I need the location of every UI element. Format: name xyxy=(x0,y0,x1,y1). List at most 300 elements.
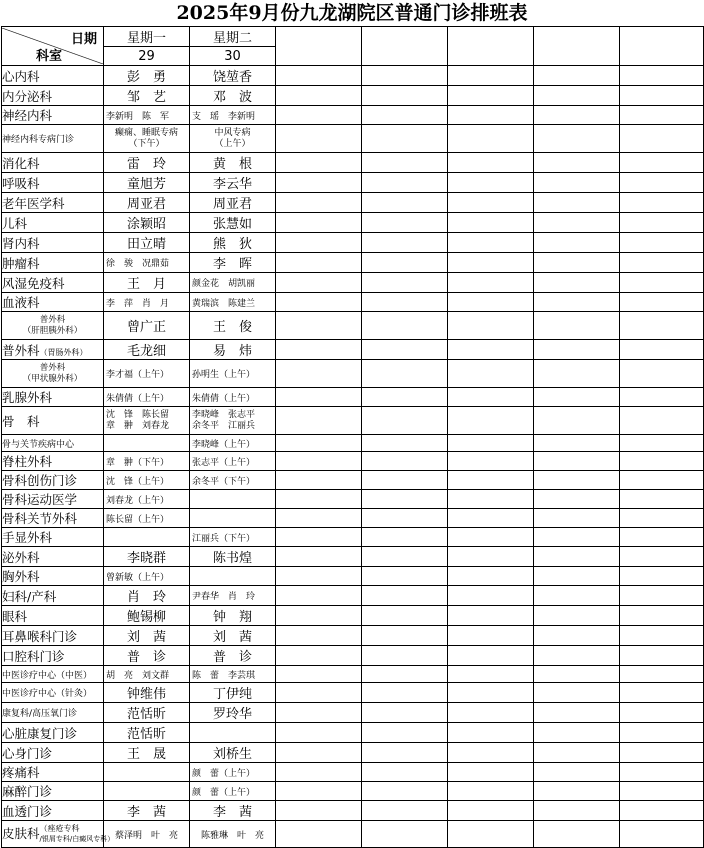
schedule-row xyxy=(2,782,704,801)
doctor-cell xyxy=(190,723,276,743)
department-note: /银屑专科/白癜风专科） xyxy=(39,835,115,844)
department-name: 泌外科 xyxy=(2,549,40,565)
doctor-cell xyxy=(190,683,276,703)
department-cell xyxy=(2,360,104,388)
empty-cell xyxy=(448,125,534,153)
empty-cell xyxy=(276,547,362,567)
department-name: 皮肤科 xyxy=(2,825,40,841)
doctor-name: 刘桥生 xyxy=(212,747,252,762)
empty-cell xyxy=(276,509,362,528)
department-name: 骨 科 xyxy=(2,413,40,429)
empty-cell xyxy=(276,213,362,233)
empty-cell xyxy=(620,703,704,723)
doctor-name: 江丽兵（下午） xyxy=(192,533,256,544)
doctor-cell xyxy=(104,821,190,848)
doctor-cell xyxy=(190,340,276,360)
weekday-header: 星期二 xyxy=(190,27,276,47)
empty-cell xyxy=(448,407,534,435)
doctor-cell xyxy=(104,763,190,782)
department-cell xyxy=(2,435,104,452)
department-name: 风湿免疫科 xyxy=(2,275,65,291)
empty-cell xyxy=(534,801,620,821)
empty-cell xyxy=(448,66,534,86)
empty-cell xyxy=(448,273,534,293)
empty-cell xyxy=(448,666,534,683)
doctor-cell xyxy=(190,86,276,106)
doctor-cell xyxy=(104,86,190,106)
doctor-cell xyxy=(104,213,190,233)
doctor-cell xyxy=(190,666,276,683)
doctor-name: 刘 茜 xyxy=(126,630,166,645)
doctor-name: 李 晖 xyxy=(212,257,252,272)
schedule-row xyxy=(2,606,704,626)
dept-header-label: 科室 xyxy=(36,49,63,64)
department-name: 血液科 xyxy=(2,295,40,310)
empty-cell xyxy=(534,312,620,340)
empty-cell xyxy=(362,801,448,821)
empty-cell xyxy=(534,233,620,253)
department-cell xyxy=(2,153,104,173)
empty-cell xyxy=(620,233,704,253)
empty-cell xyxy=(276,801,362,821)
empty-cell xyxy=(276,360,362,388)
empty-cell xyxy=(362,782,448,801)
empty-cell xyxy=(362,66,448,86)
schedule-row xyxy=(2,586,704,606)
corner-cell xyxy=(2,27,104,66)
empty-cell xyxy=(276,106,362,125)
empty-cell xyxy=(620,360,704,388)
schedule-row xyxy=(2,253,704,273)
empty-cell xyxy=(620,547,704,567)
schedule-row xyxy=(2,666,704,683)
empty-cell xyxy=(620,213,704,233)
empty-cell xyxy=(448,683,534,703)
empty-cell xyxy=(620,471,704,490)
empty-cell xyxy=(362,547,448,567)
schedule-row xyxy=(2,153,704,173)
doctor-cell xyxy=(190,388,276,407)
department-cell xyxy=(2,312,104,340)
doctor-name: 黄瑞滨 陈建兰 xyxy=(192,298,256,309)
empty-cell xyxy=(534,66,620,86)
empty-cell xyxy=(620,125,704,153)
schedule-row xyxy=(2,547,704,567)
empty-cell xyxy=(534,626,620,646)
empty-cell xyxy=(448,509,534,528)
empty-cell xyxy=(276,646,362,666)
empty-cell xyxy=(448,567,534,586)
empty-cell xyxy=(620,509,704,528)
doctor-name: 李 萍 肖 月 xyxy=(106,298,170,309)
empty-cell xyxy=(620,683,704,703)
schedule-row xyxy=(2,312,704,340)
empty-cell xyxy=(620,253,704,273)
empty-cell xyxy=(276,666,362,683)
empty-cell xyxy=(362,360,448,388)
doctor-name: 李云华 xyxy=(212,177,252,192)
doctor-cell xyxy=(190,106,276,125)
doctor-name: 癫痫、睡眠专病 xyxy=(114,127,178,138)
empty-cell xyxy=(620,666,704,683)
department-cell xyxy=(2,683,104,703)
doctor-cell xyxy=(190,646,276,666)
doctor-cell xyxy=(190,626,276,646)
date-header: 30 xyxy=(190,47,276,66)
doctor-cell xyxy=(104,360,190,388)
doctor-name: 支 瑶 李新明 xyxy=(192,111,256,122)
department-cell xyxy=(2,125,104,153)
empty-cell xyxy=(448,86,534,106)
doctor-name: 颜 蕾（上午） xyxy=(192,768,256,779)
department-cell xyxy=(2,763,104,782)
department-cell xyxy=(2,782,104,801)
empty-cell xyxy=(362,626,448,646)
doctor-name: 邓 波 xyxy=(212,90,252,105)
empty-cell xyxy=(362,586,448,606)
empty-cell xyxy=(534,586,620,606)
department-cell xyxy=(2,490,104,509)
empty-cell xyxy=(276,233,362,253)
empty-cell xyxy=(362,703,448,723)
empty-cell xyxy=(448,646,534,666)
department-name: 老年医学科 xyxy=(2,195,65,211)
empty-cell xyxy=(448,723,534,743)
schedule-row xyxy=(2,213,704,233)
schedule-row xyxy=(2,86,704,106)
doctor-name: 童旭芳 xyxy=(126,177,166,192)
empty-cell xyxy=(448,253,534,273)
doctor-name: 黄 根 xyxy=(212,157,252,172)
department-note: （胃肠外科） xyxy=(39,347,88,357)
department-name: 儿科 xyxy=(2,215,28,231)
department-cell xyxy=(2,606,104,626)
doctor-name: 陈长留（上午） xyxy=(106,514,170,525)
empty-cell xyxy=(448,388,534,407)
date-header: 29 xyxy=(104,47,190,66)
empty-cell xyxy=(362,233,448,253)
doctor-name: 普 诊 xyxy=(126,650,166,665)
empty-cell xyxy=(620,312,704,340)
doctor-name: 李 茜 xyxy=(126,805,166,820)
department-name: 骨科创伤门诊 xyxy=(2,473,78,488)
empty-cell xyxy=(534,743,620,763)
empty-cell xyxy=(276,193,362,213)
empty-cell xyxy=(276,821,362,848)
doctor-name: 余冬平 江丽兵 xyxy=(192,420,256,431)
empty-cell xyxy=(276,173,362,193)
department-name: 神经内科 xyxy=(2,108,53,123)
doctor-cell xyxy=(104,471,190,490)
doctor-name: 朱倩倩（上午） xyxy=(106,393,170,404)
department-name: 血透门诊 xyxy=(2,803,53,819)
schedule-row xyxy=(2,801,704,821)
department-name: 心内科 xyxy=(2,68,40,84)
empty-cell xyxy=(620,435,704,452)
empty-cell xyxy=(620,528,704,547)
empty-cell xyxy=(534,723,620,743)
empty-cell xyxy=(448,782,534,801)
doctor-cell xyxy=(104,388,190,407)
empty-cell xyxy=(534,340,620,360)
department-cell xyxy=(2,528,104,547)
doctor-name: 陈雅琳 叶 亮 xyxy=(200,830,264,841)
empty-cell xyxy=(534,360,620,388)
empty-cell xyxy=(448,490,534,509)
schedule-row xyxy=(2,340,704,360)
doctor-name: （下午） xyxy=(128,138,165,149)
doctor-name: 沈 锋 陈长留 xyxy=(106,409,170,420)
doctor-cell xyxy=(190,293,276,312)
department-name: 神经内科专病门诊 xyxy=(2,135,75,145)
schedule-row xyxy=(2,490,704,509)
department-subname: （肝胆胰外科） xyxy=(22,325,83,336)
department-name: 消化科 xyxy=(2,155,40,171)
empty-cell xyxy=(448,586,534,606)
doctor-cell xyxy=(104,683,190,703)
department-cell xyxy=(2,586,104,606)
department-cell xyxy=(2,471,104,490)
empty-cell xyxy=(448,106,534,125)
empty-cell xyxy=(276,86,362,106)
empty-cell xyxy=(362,763,448,782)
empty-cell xyxy=(362,153,448,173)
department-cell xyxy=(2,567,104,586)
schedule-row xyxy=(2,646,704,666)
doctor-cell xyxy=(104,626,190,646)
empty-cell xyxy=(362,293,448,312)
empty-cell xyxy=(276,407,362,435)
empty-cell xyxy=(620,626,704,646)
empty-cell xyxy=(620,66,704,86)
doctor-cell xyxy=(190,233,276,253)
department-cell xyxy=(2,723,104,743)
department-name: 手显外科 xyxy=(2,530,53,545)
schedule-row xyxy=(2,471,704,490)
department-cell xyxy=(2,173,104,193)
doctor-cell xyxy=(104,703,190,723)
empty-cell xyxy=(362,273,448,293)
empty-cell xyxy=(534,567,620,586)
doctor-name: 范恬昕 xyxy=(126,727,166,742)
empty-cell xyxy=(620,646,704,666)
empty-cell xyxy=(362,452,448,471)
empty-cell xyxy=(534,273,620,293)
empty-cell xyxy=(534,125,620,153)
doctor-name: 李才福（上午） xyxy=(106,370,170,380)
schedule-row xyxy=(2,173,704,193)
empty-cell xyxy=(620,173,704,193)
schedule-row xyxy=(2,528,704,547)
department-cell xyxy=(2,666,104,683)
doctor-cell xyxy=(104,293,190,312)
department-name: 耳鼻喉科门诊 xyxy=(2,628,78,644)
sheet-title: 2025年9月份九龙湖院区普通门诊排班表 xyxy=(176,2,528,24)
department-cell xyxy=(2,452,104,471)
department-name: 呼吸科 xyxy=(2,175,40,191)
doctor-cell xyxy=(190,125,276,153)
empty-cell xyxy=(448,743,534,763)
doctor-cell xyxy=(190,703,276,723)
empty-cell xyxy=(362,407,448,435)
doctor-cell xyxy=(104,567,190,586)
empty-cell xyxy=(448,452,534,471)
empty-cell xyxy=(276,586,362,606)
doctor-name: 刘春龙（上午） xyxy=(106,495,170,506)
empty-cell xyxy=(534,388,620,407)
empty-cell xyxy=(620,193,704,213)
empty-cell xyxy=(620,388,704,407)
header-row-weekday xyxy=(2,27,704,47)
empty-cell xyxy=(362,666,448,683)
doctor-cell xyxy=(104,666,190,683)
doctor-cell xyxy=(104,723,190,743)
schedule-row xyxy=(2,683,704,703)
doctor-cell xyxy=(104,253,190,273)
empty-cell xyxy=(362,490,448,509)
department-cell xyxy=(2,821,115,848)
doctor-cell xyxy=(190,547,276,567)
empty-cell xyxy=(620,782,704,801)
department-cell xyxy=(2,253,104,273)
empty-cell xyxy=(620,340,704,360)
empty-cell xyxy=(448,606,534,626)
date-header-label: 日期 xyxy=(70,32,97,47)
empty-cell xyxy=(534,293,620,312)
doctor-cell xyxy=(104,106,190,125)
department-name: 胸外科 xyxy=(2,569,40,584)
doctor-cell xyxy=(104,782,190,801)
doctor-name: 彭 勇 xyxy=(126,70,166,85)
doctor-cell xyxy=(190,782,276,801)
doctor-name: 钟维伟 xyxy=(126,687,166,702)
empty-cell xyxy=(620,586,704,606)
doctor-name: 张志平（上午） xyxy=(192,457,256,468)
doctor-name: 毛龙细 xyxy=(126,344,166,359)
department-cell xyxy=(2,626,104,646)
department-cell xyxy=(2,743,104,763)
doctor-name: 陈 蕾 李芸琪 xyxy=(192,670,256,681)
schedule-row xyxy=(2,763,704,782)
empty-cell xyxy=(620,743,704,763)
doctor-cell xyxy=(104,606,190,626)
doctor-cell xyxy=(190,801,276,821)
empty-cell xyxy=(276,293,362,312)
doctor-name: 涂颖昭 xyxy=(126,217,166,232)
empty-cell xyxy=(362,646,448,666)
department-cell xyxy=(2,703,104,723)
doctor-name: 颜金花 胡凯丽 xyxy=(192,279,256,289)
doctor-name: 尹春华 肖 玲 xyxy=(192,592,256,602)
empty-cell xyxy=(534,763,620,782)
schedule-table xyxy=(1,26,704,848)
empty-cell xyxy=(276,782,362,801)
schedule-row xyxy=(2,821,704,848)
doctor-name: 徐 骏 况鼎茹 xyxy=(106,259,170,269)
empty-cell xyxy=(362,509,448,528)
empty-cell xyxy=(534,782,620,801)
empty-cell xyxy=(448,173,534,193)
department-cell xyxy=(2,340,104,360)
doctor-name: 余冬平（下午） xyxy=(192,476,256,487)
department-name: 心身门诊 xyxy=(2,745,53,761)
empty-cell xyxy=(362,435,448,452)
doctor-name: 熊 狄 xyxy=(212,237,252,252)
empty-cell xyxy=(534,509,620,528)
doctor-name: 李晓峰（上午） xyxy=(192,439,256,450)
schedule-row xyxy=(2,567,704,586)
empty-cell xyxy=(362,86,448,106)
empty-cell xyxy=(276,153,362,173)
doctor-name: 钟 翔 xyxy=(212,610,252,625)
schedule-row xyxy=(2,435,704,452)
empty-cell xyxy=(534,528,620,547)
empty-cell xyxy=(620,801,704,821)
empty-cell xyxy=(448,703,534,723)
doctor-name: 罗玲华 xyxy=(212,707,252,722)
empty-cell xyxy=(448,763,534,782)
doctor-cell xyxy=(190,407,276,435)
schedule-row xyxy=(2,360,704,388)
doctor-cell xyxy=(104,312,190,340)
empty-cell xyxy=(276,763,362,782)
department-cell xyxy=(2,801,104,821)
schedule-row xyxy=(2,66,704,86)
empty-cell xyxy=(620,452,704,471)
schedule-row xyxy=(2,509,704,528)
empty-cell xyxy=(276,388,362,407)
doctor-cell xyxy=(190,435,276,452)
schedule-row xyxy=(2,723,704,743)
schedule-rows xyxy=(2,66,704,848)
doctor-name: 易 炜 xyxy=(212,344,252,359)
empty-cell xyxy=(362,340,448,360)
empty-cell xyxy=(276,626,362,646)
doctor-cell xyxy=(104,193,190,213)
department-name: 乳腺外科 xyxy=(2,390,53,405)
empty-cell xyxy=(620,273,704,293)
doctor-name: 肖 玲 xyxy=(126,590,166,605)
empty-cell xyxy=(534,646,620,666)
doctor-cell xyxy=(104,528,190,547)
empty-cell xyxy=(620,86,704,106)
empty-cell xyxy=(362,106,448,125)
department-name: 肿瘤科 xyxy=(2,255,40,271)
empty-cell xyxy=(620,567,704,586)
empty-cell xyxy=(534,213,620,233)
schedule-row xyxy=(2,293,704,312)
doctor-cell xyxy=(190,586,276,606)
doctor-cell xyxy=(190,528,276,547)
department-name: 骨与关节疾病中心 xyxy=(2,439,75,450)
doctor-cell xyxy=(104,153,190,173)
department-name: 骨科运动医学 xyxy=(2,492,78,507)
department-name: 妇科/产科 xyxy=(2,588,57,604)
doctor-name: 孙明生（上午） xyxy=(192,370,256,380)
empty-cell xyxy=(534,683,620,703)
empty-cell xyxy=(276,683,362,703)
department-cell xyxy=(2,233,104,253)
schedule-row xyxy=(2,407,704,435)
empty-cell xyxy=(448,233,534,253)
doctor-cell xyxy=(104,125,190,153)
department-note: （痤疮专科 xyxy=(39,824,80,834)
department-cell xyxy=(2,193,104,213)
doctor-cell xyxy=(190,213,276,233)
doctor-cell xyxy=(190,490,276,509)
doctor-cell xyxy=(190,173,276,193)
empty-cell xyxy=(448,547,534,567)
